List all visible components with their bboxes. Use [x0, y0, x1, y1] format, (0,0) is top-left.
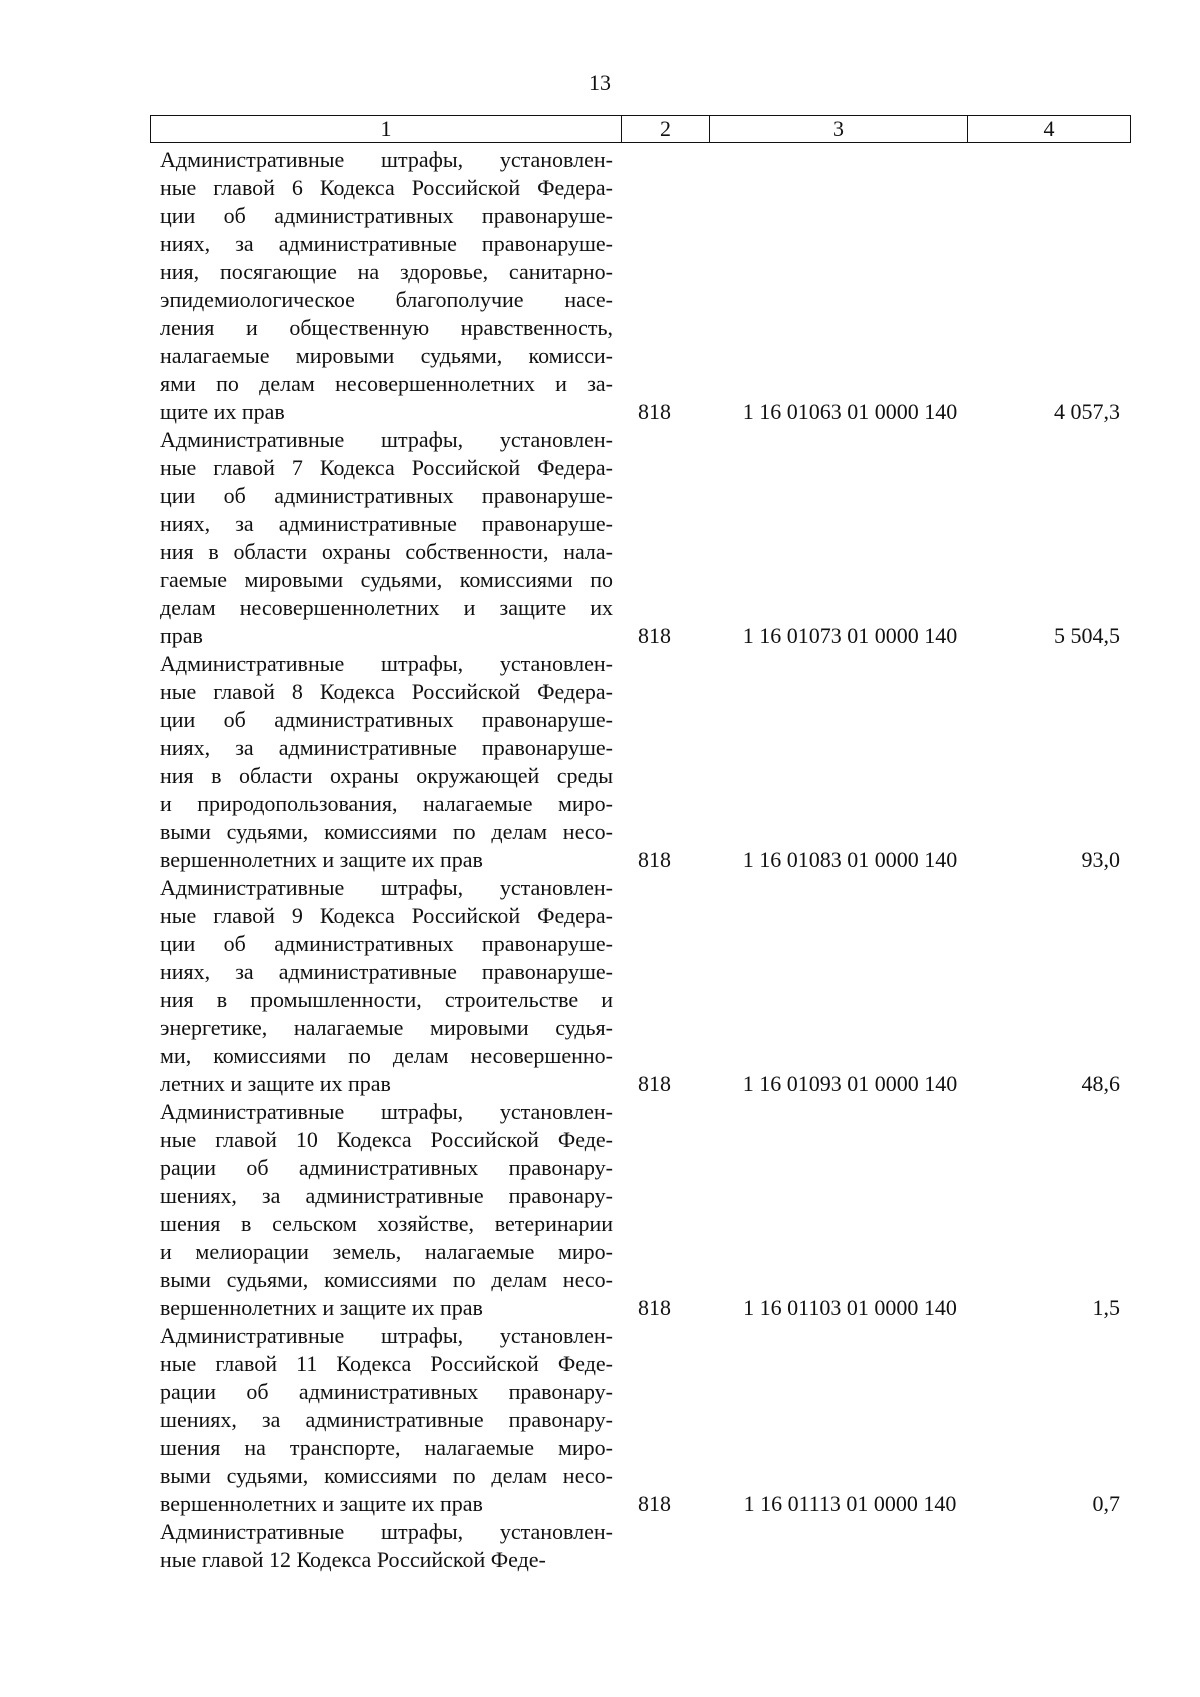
description-line: рации об административных правонару-	[160, 1379, 613, 1404]
description-line: ния в области охраны окружающей среды	[160, 763, 613, 788]
table-body	[160, 146, 1120, 1574]
description-line: ции об административных правонаруше-	[160, 707, 613, 732]
row-description	[160, 1098, 613, 1322]
row-description	[160, 146, 613, 426]
description-line: выми судьями, комиссиями по делам несо-	[160, 819, 613, 844]
description-line: ные главой 11 Кодекса Российской Феде-	[160, 1351, 613, 1376]
row-description	[160, 874, 613, 1098]
description-line: Административные штрафы, установлен-	[160, 651, 613, 676]
budget-code-cell: 1 16 01093 01 0000 140	[742, 1071, 958, 1096]
admin-code-cell: 818	[638, 847, 671, 872]
description-line: вершеннолетних и защите их прав	[160, 1295, 483, 1320]
description-line: прав	[160, 623, 203, 648]
budget-code-cell: 1 16 01103 01 0000 140	[743, 1295, 957, 1320]
admin-code-cell: 818	[638, 399, 671, 424]
amount-cell: 4 057,3	[1054, 399, 1120, 424]
budget-code-cell: 1 16 01063 01 0000 140	[742, 399, 958, 424]
row-values	[160, 398, 1120, 426]
description-line: ные главой 6 Кодекса Российской Федера-	[160, 175, 613, 200]
description-line: ции об административных правонаруше-	[160, 931, 613, 956]
budget-code-cell: 1 16 01073 01 0000 140	[742, 623, 958, 648]
description-line: ные главой 7 Кодекса Российской Федера-	[160, 455, 613, 480]
header-col-4: 4	[1043, 116, 1055, 141]
description-line: ями по делам несовершеннолетних и за-	[160, 371, 613, 396]
amount-cell: 0,7	[1092, 1491, 1120, 1516]
description-line: шениях, за административные правонару-	[160, 1407, 613, 1432]
description-line: рации об административных правонару-	[160, 1155, 613, 1180]
description-line: энергетике, налагаемые мировыми судья-	[160, 1015, 613, 1040]
row-values	[160, 622, 1120, 650]
description-line: ные главой 9 Кодекса Российской Федера-	[160, 903, 613, 928]
description-line: ми, комиссиями по делам несовершенно-	[160, 1043, 613, 1068]
table-row	[160, 1518, 1120, 1574]
row-values	[160, 1070, 1120, 1098]
description-line: Административные штрафы, установлен-	[160, 1519, 613, 1544]
description-line: ниях, за административные правонаруше-	[160, 735, 613, 760]
description-line: щите их прав	[160, 399, 285, 424]
description-line: гаемые мировыми судьями, комиссиями по	[160, 567, 613, 592]
admin-code-cell: 818	[638, 1491, 671, 1516]
description-line: Административные штрафы, установлен-	[160, 1323, 613, 1348]
amount-cell: 48,6	[1081, 1071, 1120, 1096]
amount-cell: 1,5	[1092, 1295, 1120, 1320]
description-line: ные главой 12 Кодекса Российской Феде-	[160, 1547, 546, 1572]
admin-code-cell: 818	[638, 1071, 671, 1096]
description-line: выми судьями, комиссиями по делам несо-	[160, 1463, 613, 1488]
description-line: и природопользования, налагаемые миро-	[160, 791, 613, 816]
description-line: делам несовершеннолетних и защите их	[160, 595, 613, 620]
description-line: ции об административных правонаруше-	[160, 203, 613, 228]
amount-cell: 93,0	[1081, 847, 1120, 872]
header-col-2: 2	[622, 116, 710, 142]
description-line: шения на транспорте, налагаемые миро-	[160, 1435, 613, 1460]
description-line: ные главой 8 Кодекса Российской Федера-	[160, 679, 613, 704]
description-line: Административные штрафы, установлен-	[160, 427, 613, 452]
description-line: вершеннолетних и защите их прав	[160, 847, 483, 872]
table-row	[160, 426, 1120, 650]
description-line: ния в области охраны собственности, нала-	[160, 539, 613, 564]
description-line: ниях, за административные правонаруше-	[160, 231, 613, 256]
row-values	[160, 846, 1120, 874]
description-line: летних и защите их прав	[160, 1071, 391, 1096]
page-number: 13	[589, 70, 611, 95]
row-description	[160, 426, 613, 650]
admin-code-cell: 818	[638, 623, 671, 648]
table-row	[160, 650, 1120, 874]
row-values	[160, 1490, 1120, 1518]
table-row	[160, 1098, 1120, 1322]
description-line: шения в сельском хозяйстве, ветеринарии	[160, 1211, 613, 1236]
row-values	[160, 1546, 1120, 1574]
table-row	[160, 1322, 1120, 1518]
row-values	[160, 1294, 1120, 1322]
description-line: ления и общественную нравственность,	[160, 315, 613, 340]
description-line: ния в промышленности, строительстве и	[160, 987, 613, 1012]
budget-code-cell: 1 16 01113 01 0000 140	[743, 1491, 957, 1516]
description-line: вершеннолетних и защите их прав	[160, 1491, 483, 1516]
budget-code-cell: 1 16 01083 01 0000 140	[742, 847, 958, 872]
description-line: ные главой 10 Кодекса Российской Феде-	[160, 1127, 613, 1152]
admin-code-cell: 818	[638, 1295, 671, 1320]
description-line: налагаемые мировыми судьями, комисси-	[160, 343, 613, 368]
row-description	[160, 650, 613, 874]
header-col-3: 3	[710, 116, 968, 142]
description-line: ния, посягающие на здоровье, санитарно-	[160, 259, 613, 284]
header-col-1: 1	[151, 116, 622, 142]
table-header	[150, 115, 1131, 143]
description-line: и мелиорации земель, налагаемые миро-	[160, 1239, 613, 1264]
description-line: Административные штрафы, установлен-	[160, 875, 613, 900]
description-line: ниях, за административные правонаруше-	[160, 959, 613, 984]
table-row	[160, 874, 1120, 1098]
amount-cell: 5 504,5	[1054, 623, 1120, 648]
row-description	[160, 1322, 613, 1518]
description-line: ниях, за административные правонаруше-	[160, 511, 613, 536]
description-line: эпидемиологическое благополучие насе-	[160, 287, 613, 312]
table-row	[160, 146, 1120, 426]
description-line: шениях, за административные правонару-	[160, 1183, 613, 1208]
description-line: выми судьями, комиссиями по делам несо-	[160, 1267, 613, 1292]
description-line: Административные штрафы, установлен-	[160, 1099, 613, 1124]
description-line: Административные штрафы, установлен-	[160, 147, 613, 172]
description-line: ции об административных правонаруше-	[160, 483, 613, 508]
